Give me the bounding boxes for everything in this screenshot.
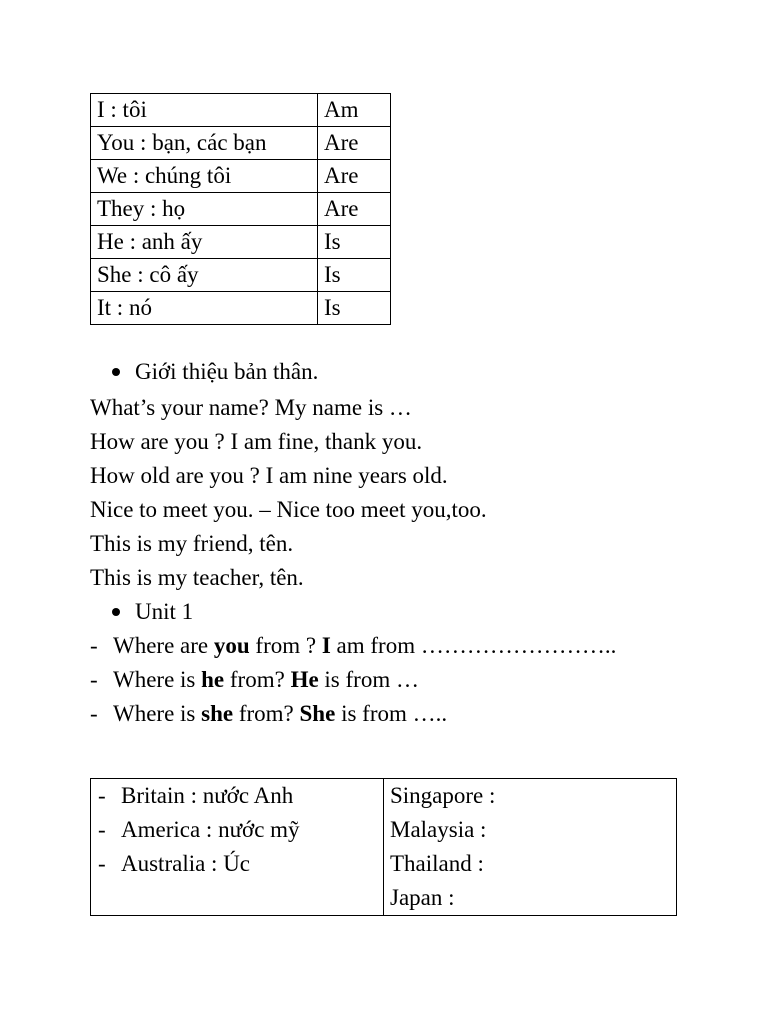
bullet-icon (112, 368, 120, 376)
question-line-she (90, 697, 447, 731)
verb-cell: Are (318, 193, 391, 226)
country-label: Britain : nước Anh (121, 783, 294, 808)
bold-text: she (201, 701, 234, 726)
text-run: from? (224, 667, 291, 692)
text-run: am from …………………….. (330, 633, 617, 658)
text-run: is from … (318, 667, 419, 692)
bold-text: He (290, 667, 319, 692)
dash-marker: - (90, 633, 98, 658)
question-line-you (90, 629, 616, 663)
pronoun-cell: He : anh ấy (91, 226, 318, 259)
question-line-he (90, 663, 419, 697)
pronoun-cell: We : chúng tôi (91, 160, 318, 193)
country-label: Singapore : (390, 783, 496, 808)
country-label: Thailand : (390, 851, 484, 876)
table-row (91, 292, 391, 325)
pronoun-cell: They : họ (91, 193, 318, 226)
list-item (91, 813, 383, 847)
table-row (91, 193, 391, 226)
text-run: from ? (249, 633, 322, 658)
table-row (91, 160, 391, 193)
table-row (91, 259, 391, 292)
intro-line: This is my friend, tên. (90, 531, 294, 556)
intro-line: Nice to meet you. – Nice too meet you,too. (90, 497, 487, 522)
dash-marker: - (98, 817, 106, 842)
list-item (91, 847, 383, 881)
dash-marker: - (98, 783, 106, 808)
verb-cell: Is (318, 292, 391, 325)
intro-line: How are you ? I am fine, thank you. (90, 429, 423, 454)
intro-line: How old are you ? I am nine years old. (90, 463, 448, 488)
intro-line: What’s your name? My name is … (90, 395, 412, 420)
table-row (91, 94, 391, 127)
country-label: Australia : Úc (121, 851, 251, 876)
verb-cell: Are (318, 160, 391, 193)
dash-marker: - (98, 851, 106, 876)
pronoun-verb-table (90, 93, 391, 325)
pronoun-cell: You : bạn, các bạn (91, 127, 318, 160)
table-row (91, 127, 391, 160)
verb-cell: Am (318, 94, 391, 127)
pronoun-cell: It : nó (91, 292, 318, 325)
bold-text: I (321, 633, 331, 658)
countries-right-cell (384, 779, 677, 916)
intro-line: This is my teacher, tên. (90, 565, 304, 590)
text-run: from? (233, 701, 300, 726)
text-run: is from ….. (335, 701, 448, 726)
country-label: America : nước mỹ (121, 817, 300, 842)
country-label: Malaysia : (390, 817, 487, 842)
list-item (91, 779, 383, 813)
verb-cell: Is (318, 226, 391, 259)
verb-cell: Are (318, 127, 391, 160)
dash-marker: - (90, 667, 98, 692)
countries-table (90, 778, 677, 916)
pronoun-cell: She : cô ấy (91, 259, 318, 292)
bold-text: he (201, 667, 225, 692)
text-run: Where is (113, 667, 202, 692)
text-run: Where are (113, 633, 214, 658)
bold-text: She (299, 701, 336, 726)
pronoun-cell: I : tôi (91, 94, 318, 127)
bullet-icon (112, 608, 120, 616)
text-run: Where is (113, 701, 202, 726)
table-row (91, 226, 391, 259)
unit1-bullet-item (112, 595, 193, 629)
bold-text: you (213, 633, 250, 658)
intro-heading: Giới thiệu bản thân. (135, 359, 319, 384)
dash-marker: - (90, 701, 98, 726)
countries-left-cell (91, 779, 384, 916)
unit1-heading: Unit 1 (135, 599, 194, 624)
country-label: Japan : (390, 885, 455, 910)
verb-cell: Is (318, 259, 391, 292)
table-row (91, 779, 677, 916)
intro-bullet-item (112, 355, 318, 389)
